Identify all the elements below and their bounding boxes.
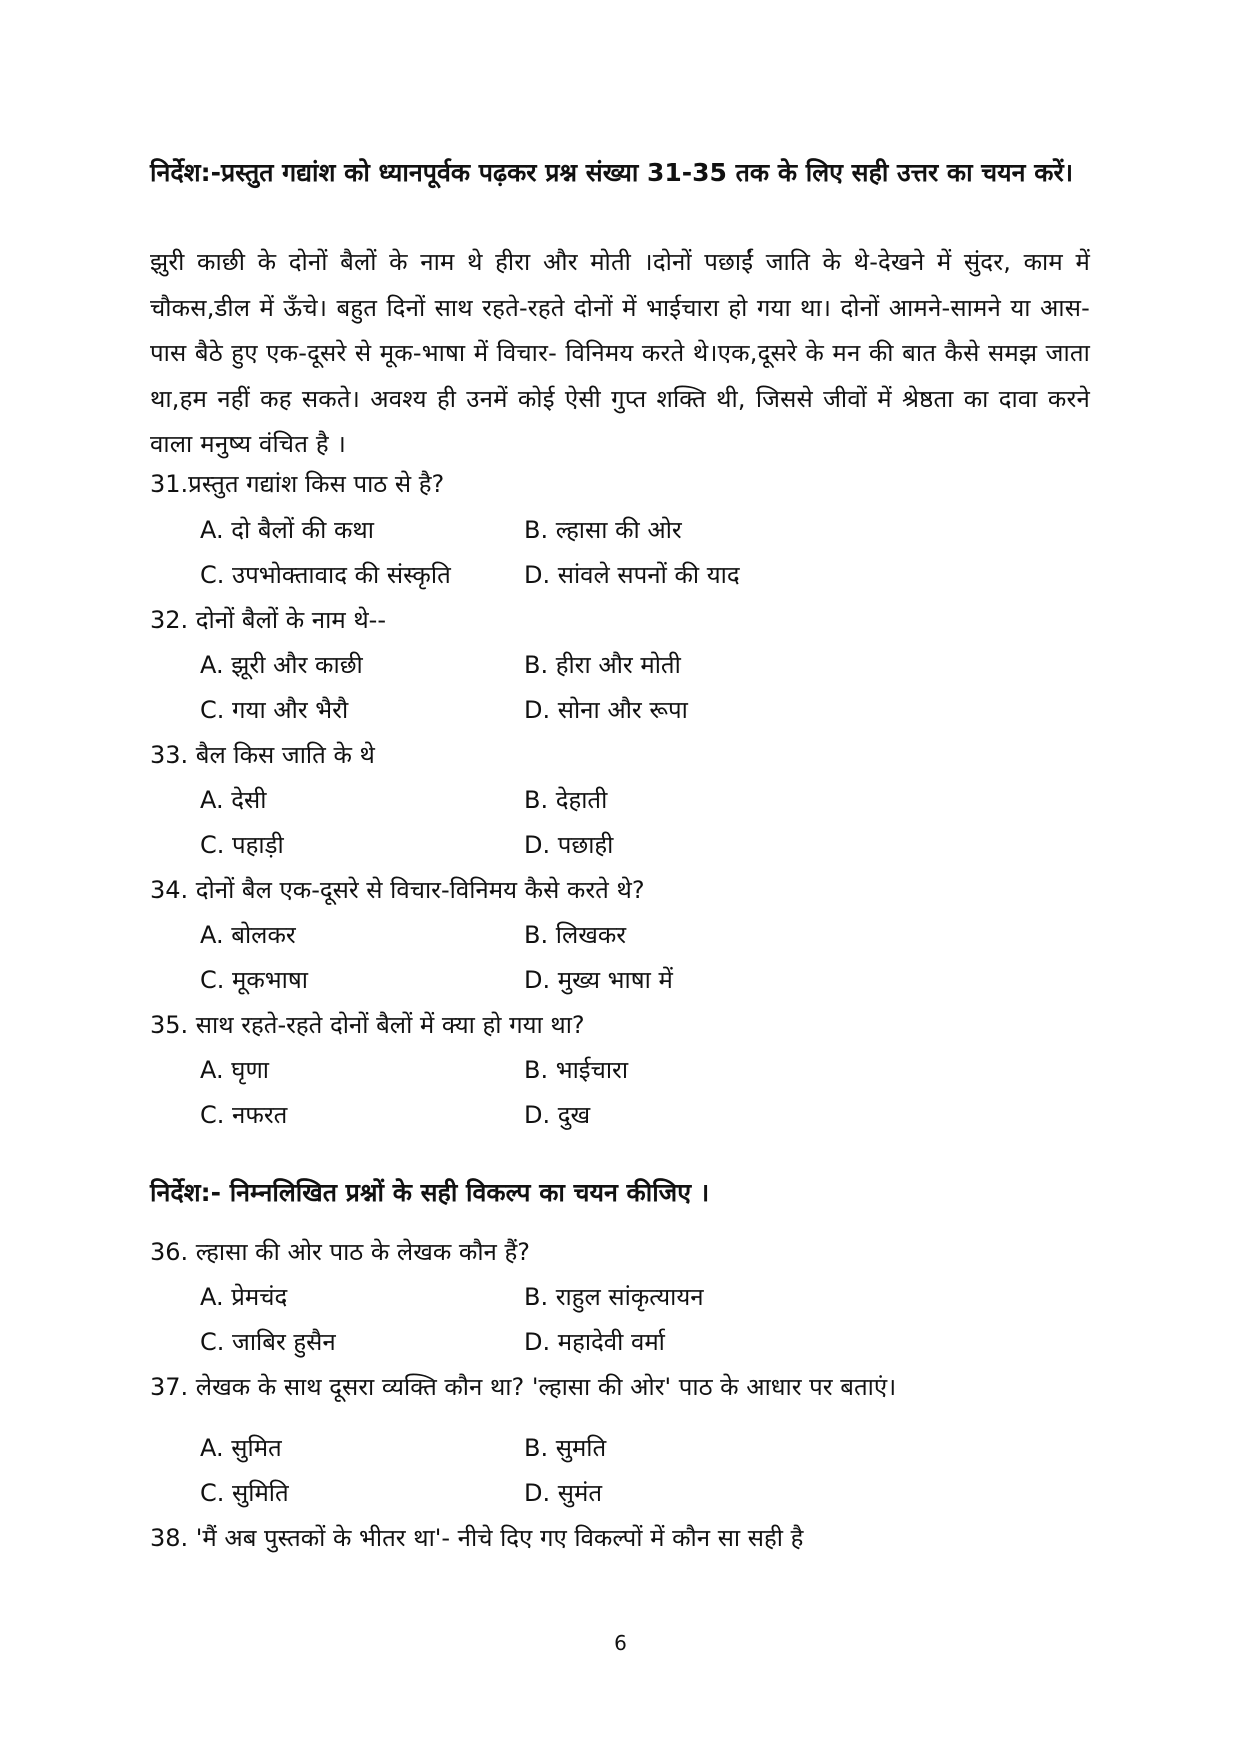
- instruction-heading-1: निर्देश:-प्रस्तुत गद्यांश को ध्यानपूर्वक पढ़कर प्रश्न संख्या 31-35 तक के लिए सही उत्तर का चयन करें।: [150, 158, 1074, 187]
- option-32-b: B. हीरा और मोती: [524, 651, 681, 679]
- option-37-c: C. सुमिति: [200, 1479, 289, 1507]
- option-31-b: B. ल्हासा की ओर: [524, 516, 682, 544]
- option-32-d: D. सोना और रूपा: [524, 696, 688, 724]
- option-33-a: A. देसी: [200, 786, 267, 814]
- question-33: 33. बैल किस जाति के थे: [150, 741, 375, 769]
- reading-passage: झुरी काछी के दोनों बैलों के नाम थे हीरा और मोती ।दोनों पछाईं जाति के थे-देखने में सुंदर, काम में चौकस,डील में ऊँचे। बहुत दिनों साथ रहते-रहते दोनों में भाईचारा हो गया था। दोनों आमने-सामने या आस-पास बैठे हुए एक-दूसरे से मूक-भाषा में विचार- विनिमय करते थे।एक,दूसरे के मन की बात कैसे समझ जाता था,हम नहीं कह सकते। अवश्य ही उनमें कोई ऐसी गुप्त शक्ति थी, जिससे जीवों में श्रेष्ठता का दावा करने वाला मनुष्य वंचित है ।: [150, 248, 1090, 458]
- option-35-c: C. नफरत: [200, 1101, 288, 1129]
- option-31-d: D. सांवले सपनों की याद: [524, 561, 740, 589]
- option-36-b: B. राहुल सांकृत्यायन: [524, 1283, 704, 1311]
- question-35: 35. साथ रहते-रहते दोनों बैलों में क्या हो गया था?: [150, 1011, 585, 1039]
- instruction-heading-2: निर्देश:- निम्नलिखित प्रश्नों के सही विकल्प का चयन कीजिए ।: [150, 1178, 710, 1207]
- page-number: 6: [614, 1631, 627, 1655]
- question-38: 38. 'मैं अब पुस्तकों के भीतर था'- नीचे दिए गए विकल्पों में कौन सा सही है: [150, 1524, 804, 1552]
- option-35-d: D. दुख: [524, 1101, 591, 1129]
- option-33-c: C. पहाड़ी: [200, 831, 284, 859]
- option-36-c: C. जाबिर हुसैन: [200, 1328, 336, 1356]
- option-36-d: D. महादेवी वर्मा: [524, 1328, 665, 1356]
- option-31-c: C. उपभोक्तावाद की संस्कृति: [200, 561, 451, 589]
- option-36-a: A. प्रेमचंद: [200, 1283, 288, 1311]
- option-34-c: C. मूकभाषा: [200, 966, 308, 994]
- question-34: 34. दोनों बैल एक-दूसरे से विचार-विनिमय कैसे करते थे?: [150, 876, 645, 904]
- option-31-a: A. दो बैलों की कथा: [200, 516, 374, 544]
- option-37-a: A. सुमित: [200, 1434, 282, 1462]
- option-33-b: B. देहाती: [524, 786, 608, 814]
- option-37-d: D. सुमंत: [524, 1479, 602, 1507]
- question-31: 31.प्रस्तुत गद्यांश किस पाठ से है?: [150, 470, 445, 498]
- option-32-a: A. झूरी और काछी: [200, 651, 363, 679]
- option-32-c: C. गया और भैरौ: [200, 696, 349, 724]
- option-34-d: D. मुख्य भाषा में: [524, 966, 673, 994]
- option-34-b: B. लिखकर: [524, 921, 627, 949]
- question-32: 32. दोनों बैलों के नाम थे--: [150, 606, 386, 634]
- option-35-b: B. भाईचारा: [524, 1056, 629, 1084]
- question-36: 36. ल्हासा की ओर पाठ के लेखक कौन हैं?: [150, 1238, 530, 1266]
- option-35-a: A. घृणा: [200, 1056, 270, 1084]
- option-34-a: A. बोलकर: [200, 921, 296, 949]
- option-37-b: B. सुमति: [524, 1434, 607, 1462]
- option-33-d: D. पछाही: [524, 831, 614, 859]
- question-37: 37. लेखक के साथ दूसरा व्यक्ति कौन था? 'ल्हासा की ओर' पाठ के आधार पर बताएं।: [150, 1373, 897, 1401]
